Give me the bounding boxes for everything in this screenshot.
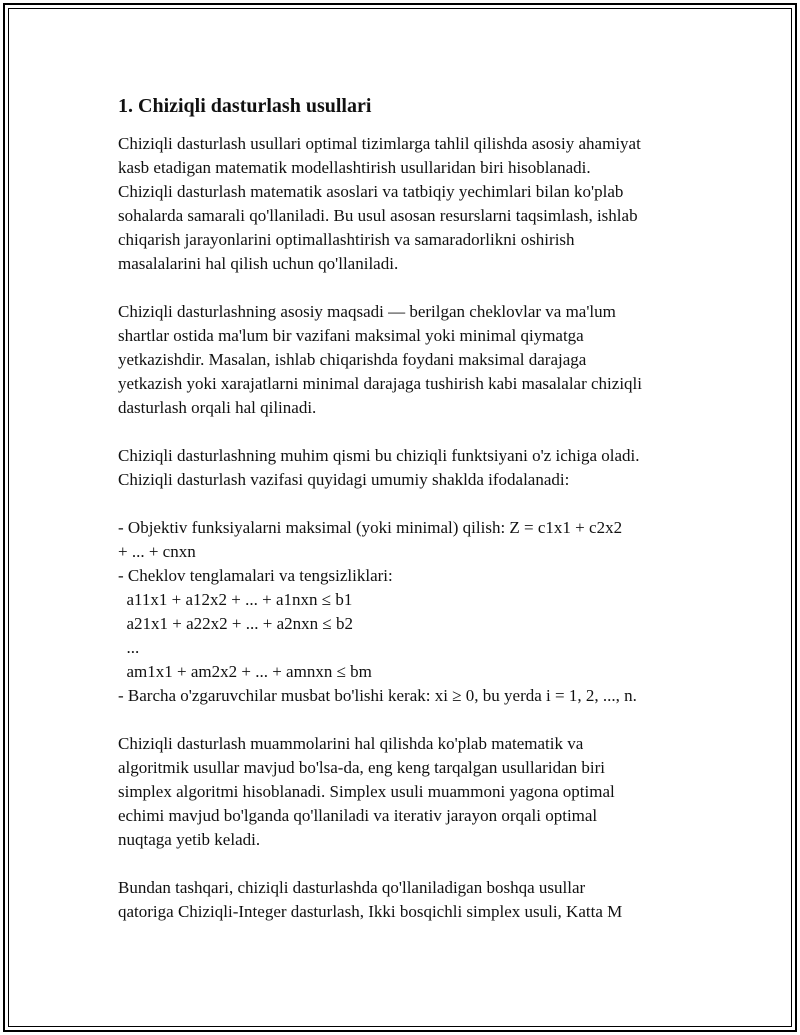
text-line: Bundan tashqari, chiziqli dasturlashda qo'llaniladigan boshqa usullar	[118, 878, 586, 897]
formulation-line: + ... + cnxn	[118, 542, 196, 561]
text-line: Chiziqli dasturlashning muhim qismi bu chiziqli funktsiyani o'z ichiga oladi.	[118, 446, 640, 465]
lp-formulation	[118, 516, 688, 708]
text-line: echimi mavjud bo'lganda qo'llaniladi va iterativ jarayon orqali optimal	[118, 806, 598, 825]
text-line: dasturlash orqali hal qilinadi.	[118, 398, 317, 417]
paragraph-function	[118, 444, 688, 492]
section-heading: 1. Chiziqli dasturlash usullari	[118, 95, 372, 117]
text-line: kasb etadigan matematik modellashtirish usullaridan biri hisoblanadi.	[118, 158, 591, 177]
paragraph-simplex	[118, 732, 688, 852]
text-line: Chiziqli dasturlash matematik asoslari va tatbiqiy yechimlari bilan ko'plab	[118, 182, 624, 201]
paragraph-goal	[118, 300, 688, 420]
text-line: algoritmik usullar mavjud bo'lsa-da, eng keng tarqalgan usullaridan biri	[118, 758, 605, 777]
document-body	[118, 93, 688, 948]
formulation-line: ...	[118, 638, 140, 657]
text-line: qatoriga Chiziqli-Integer dasturlash, Ikki bosqichli simplex usuli, Katta M	[118, 902, 623, 921]
text-line: nuqtaga yetib keladi.	[118, 830, 261, 849]
text-line: Chiziqli dasturlash vazifasi quyidagi umumiy shaklda ifodalanadi:	[118, 470, 570, 489]
text-line: simplex algoritmi hisoblanadi. Simplex usuli muammoni yagona optimal	[118, 782, 615, 801]
formulation-line: - Objektiv funksiyalarni maksimal (yoki minimal) qilish: Z = c1x1 + c2x2	[118, 518, 623, 537]
text-line: masalalarini hal qilish uchun qo'llaniladi.	[118, 254, 399, 273]
text-line: yetkazish yoki xarajatlarni minimal darajaga tushirish kabi masalalar chiziqli	[118, 374, 642, 393]
paragraph-other-methods	[118, 876, 688, 924]
formulation-line: - Barcha o'zgaruvchilar musbat bo'lishi kerak: xi ≥ 0, bu yerda i = 1, 2, ..., n.	[118, 686, 637, 705]
formulation-line: a11x1 + a12x2 + ... + a1nxn ≤ b1	[118, 590, 353, 609]
paragraph-intro	[118, 132, 688, 276]
formulation-line: - Cheklov tenglamalari va tengsizliklari:	[118, 566, 393, 585]
formulation-line: a21x1 + a22x2 + ... + a2nxn ≤ b2	[118, 614, 353, 633]
text-line: yetkazishdir. Masalan, ishlab chiqarishda foydani maksimal darajaga	[118, 350, 587, 369]
text-line: Chiziqli dasturlash usullari optimal tizimlarga tahlil qilishda asosiy ahamiyat	[118, 134, 641, 153]
text-line: sohalarda samarali qo'llaniladi. Bu usul asosan resurslarni taqsimlash, ishlab	[118, 206, 638, 225]
text-line: shartlar ostida ma'lum bir vazifani maksimal yoki minimal qiymatga	[118, 326, 584, 345]
text-line: Chiziqli dasturlash muammolarini hal qilishda ko'plab matematik va	[118, 734, 584, 753]
text-line: Chiziqli dasturlashning asosiy maqsadi — berilgan cheklovlar va ma'lum	[118, 302, 616, 321]
text-line: chiqarish jarayonlarini optimallashtirish va samaradorlikni oshirish	[118, 230, 575, 249]
formulation-line: am1x1 + am2x2 + ... + amnxn ≤ bm	[118, 662, 372, 681]
